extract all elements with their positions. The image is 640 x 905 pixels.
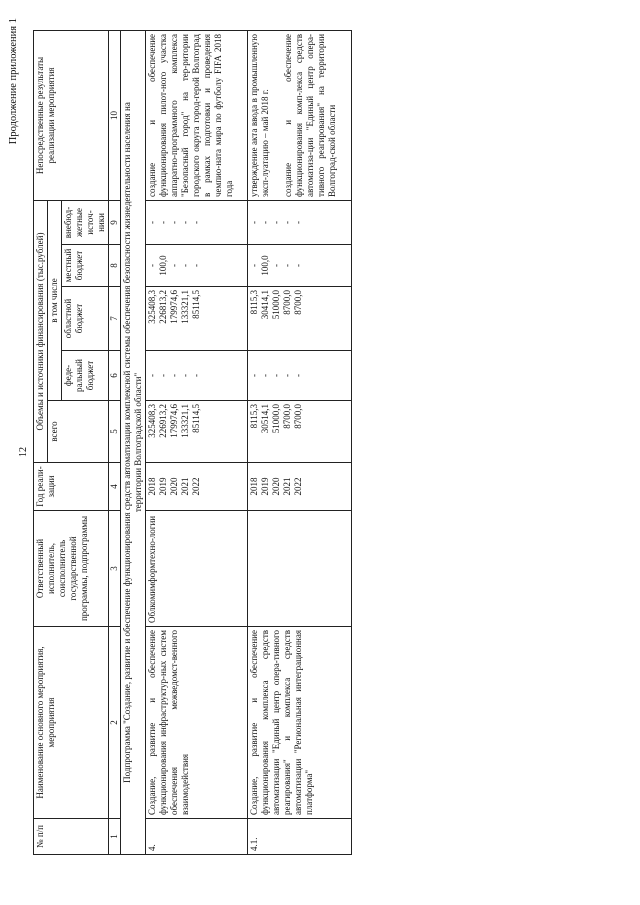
cell-value: - — [168, 264, 179, 267]
cell-value: - — [146, 374, 157, 377]
cell-value: 8700,0 — [293, 290, 304, 315]
cell-value: - — [190, 221, 201, 224]
table-header — [34, 30, 121, 854]
subprogram-title: Подпрограмма "Создание, развитие и обеспечение функционирования средств автоматизации комплексной системы обеспечения безопасности жизнедеятельности населения на территории Волгоградской области" — [121, 102, 143, 783]
cell-value: 8700,0 — [282, 404, 293, 429]
column-number-row — [108, 30, 120, 854]
header-volumes: Объемы и источники финансирования (тыс.рублей) — [34, 200, 48, 462]
row-num: 4. — [145, 819, 248, 855]
cell-value: - — [146, 264, 157, 267]
cell-value: - — [271, 374, 282, 377]
header-executor: Ответственный исполнитель, соисполнитель государственной программы, подпрограммы — [34, 511, 109, 627]
cell-value: - — [190, 264, 201, 267]
cell-value: 133321,1 — [179, 290, 190, 324]
cell-value: - — [271, 221, 282, 224]
row-executor — [248, 511, 352, 627]
cell-value: 179974,6 — [168, 404, 179, 438]
column-number: 10 — [108, 30, 120, 200]
cell-value: 8700,0 — [293, 404, 304, 429]
row-regional — [248, 287, 352, 351]
header-total: всего — [47, 401, 108, 463]
table-row — [248, 30, 352, 854]
row-federal — [248, 351, 352, 401]
cell-value: 2021 — [179, 477, 190, 496]
cell-value: 2022 — [293, 477, 304, 496]
cell-value: 100,0 — [260, 255, 271, 276]
row-results — [145, 30, 248, 200]
column-number: 9 — [108, 200, 120, 244]
cell-value: 51000,0 — [271, 290, 282, 320]
cell-value: 85114,5 — [190, 290, 201, 319]
row-executor: Облкомимформтехно-логии — [145, 511, 248, 627]
cell-value: - — [168, 374, 179, 377]
header-federal: феде-ральный бюджет — [61, 351, 108, 401]
cell-value: 2019 — [260, 477, 271, 496]
row-local — [248, 245, 352, 287]
cell-value: - — [293, 221, 304, 224]
subprogram-row — [120, 30, 145, 854]
row-name: Создание, развитие и обеспечение функционирования комплекса средств автоматизации "Единый центр опера-тивного реагирования" и комплекса средств автоматизации "Региональная интеграционная платформа" — [248, 627, 352, 819]
row-num: 4.1. — [248, 819, 352, 855]
cell-value: - — [293, 374, 304, 377]
cell-value: 30414,1 — [260, 290, 271, 320]
cell-value: 8115,3 — [249, 290, 260, 315]
row-total — [145, 401, 248, 463]
column-number: 1 — [108, 819, 120, 855]
cell-value: 2020 — [168, 477, 179, 496]
header-including: в том числе — [47, 200, 61, 400]
cell-value: - — [146, 221, 157, 224]
cell-value: 325408,3 — [146, 290, 157, 324]
row-years — [248, 463, 352, 511]
column-number: 3 — [108, 511, 120, 627]
cell-value: 2018 — [249, 477, 260, 496]
result-text: создание и обеспечение функционирования комп-лекса средств автоматиза-ции "Единый центр опера-тивного реагирования" на территории Волгоград-ской области — [283, 33, 338, 197]
row-federal — [145, 351, 248, 401]
cell-value: - — [249, 221, 260, 224]
cell-value: - — [190, 374, 201, 377]
cell-value: 133321,1 — [179, 404, 190, 438]
column-number: 7 — [108, 287, 120, 351]
cell-value: 100,0 — [157, 255, 168, 276]
column-number: 8 — [108, 245, 120, 287]
cell-value: - — [282, 374, 293, 377]
row-years — [145, 463, 248, 511]
cell-value: - — [260, 221, 271, 224]
row-extra — [248, 200, 352, 244]
cell-value: 2020 — [271, 477, 282, 496]
cell-value: - — [282, 221, 293, 224]
cell-value: 2021 — [282, 477, 293, 496]
row-extra — [145, 200, 248, 244]
result-text: утверждение акта ввода в промышленную эксп-луатацию – май 2018 г. — [249, 33, 271, 197]
row-local — [145, 245, 248, 287]
cell-value: 2022 — [190, 477, 201, 496]
cell-value: - — [179, 221, 190, 224]
header-name: Наименование основного мероприятия, мероприятия — [34, 627, 109, 819]
cell-value: 30514,1 — [260, 404, 271, 434]
row-total — [248, 401, 352, 463]
program-table — [33, 30, 352, 855]
header-results: Непосредственные результаты реализации мероприятия — [34, 30, 109, 200]
row-name: Создание, развитие и обеспечение функционирования инфраструктур-ных систем обеспечения межведомст-венного взаимодействия — [145, 627, 248, 819]
header-extra: внебюд-жетные источ-ники — [61, 200, 108, 244]
header-local: местный бюджет — [61, 245, 108, 287]
cell-value: - — [179, 374, 190, 377]
page-number: 12 — [18, 447, 29, 457]
cell-value: - — [271, 264, 282, 267]
cell-value: 179974,6 — [168, 290, 179, 324]
column-number: 2 — [108, 627, 120, 819]
appendix-continuation-note: Продолжение приложения 1 — [8, 18, 19, 145]
row-regional — [145, 287, 248, 351]
cell-value: - — [249, 264, 260, 267]
cell-value: - — [157, 374, 168, 377]
cell-value: 51000,0 — [271, 404, 282, 434]
column-number: 4 — [108, 463, 120, 511]
cell-value: - — [293, 264, 304, 267]
table-row — [145, 30, 248, 854]
cell-value: - — [282, 264, 293, 267]
cell-value: - — [168, 221, 179, 224]
result-text: создание и обеспечение функционирования пилот-ного участка аппаратно-программного комплекса "Безопасный город" на тер-ритории городского округа город-герой Волгоград в рамках подготовки и проведения чемпио-ната мира по футболу FIFA 2018 года — [146, 33, 234, 197]
cell-value: - — [260, 374, 271, 377]
cell-value: 8115,3 — [249, 404, 260, 429]
column-number: 6 — [108, 351, 120, 401]
row-results — [248, 30, 352, 200]
cell-value: - — [157, 221, 168, 224]
cell-value: - — [249, 374, 260, 377]
header-num: № п/п — [34, 819, 109, 855]
header-regional: областной бюджет — [61, 287, 108, 351]
cell-value: 226913,2 — [157, 404, 168, 438]
cell-value: 85114,5 — [190, 404, 201, 433]
cell-value: 325408,3 — [146, 404, 157, 438]
cell-value: 8700,0 — [282, 290, 293, 315]
cell-value: 226813,2 — [157, 290, 168, 324]
cell-value: 2019 — [157, 477, 168, 496]
cell-value: - — [179, 264, 190, 267]
cell-value: 2018 — [146, 477, 157, 496]
column-number: 5 — [108, 401, 120, 463]
header-year: Год реали-зации — [34, 463, 109, 511]
